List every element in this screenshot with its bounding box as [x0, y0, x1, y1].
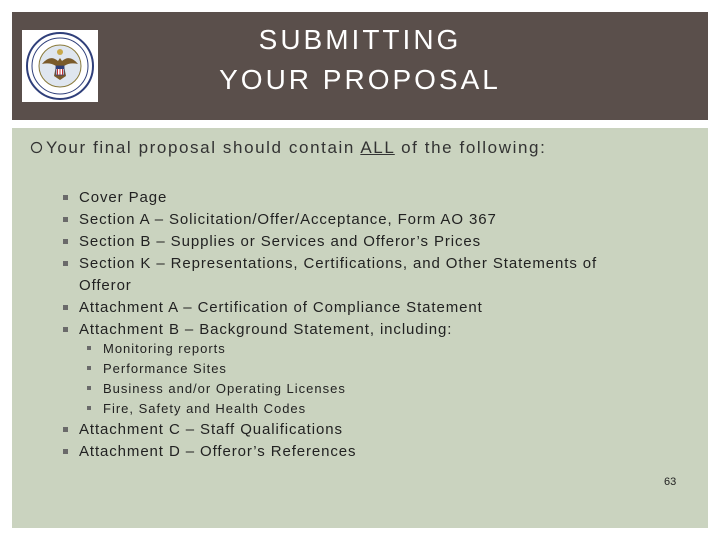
square-bullet-icon — [63, 217, 68, 222]
list-item: Attachment C – Staff Qualifications — [63, 419, 683, 441]
list-item: Monitoring reports — [87, 339, 487, 359]
list-item: Business and/or Operating Licenses — [87, 379, 487, 399]
background-sub-list — [87, 339, 487, 419]
lead-text: Your final proposal should contain ALL of the following: — [46, 138, 547, 157]
list-item: Fire, Safety and Health Codes — [87, 399, 487, 419]
square-bullet-icon — [63, 427, 68, 432]
square-bullet-icon — [63, 239, 68, 244]
list-item: Attachment D – Offeror’s References — [63, 441, 683, 463]
square-bullet-icon — [87, 346, 91, 350]
square-bullet-icon — [87, 386, 91, 390]
square-bullet-icon — [87, 406, 91, 410]
list-item: Section A – Solicitation/Offer/Acceptance, Form AO 367 — [63, 209, 683, 231]
title-line-1: SUBMITTING — [258, 24, 462, 55]
circle-bullet-icon — [30, 141, 43, 154]
square-bullet-icon — [63, 327, 68, 332]
square-bullet-icon — [63, 305, 68, 310]
list-item: Section B – Supplies or Services and Offeror’s Prices — [63, 231, 683, 253]
attachments-list — [63, 419, 683, 463]
square-bullet-icon — [63, 195, 68, 200]
list-item: Performance Sites — [87, 359, 487, 379]
slide-title — [120, 20, 600, 100]
list-item: Attachment A – Certification of Compliance Statement — [63, 297, 683, 319]
square-bullet-icon — [63, 261, 68, 266]
square-bullet-icon — [63, 449, 68, 454]
title-line-2: YOUR PROPOSAL — [219, 64, 501, 95]
list-item: Attachment B – Background Statement, including: — [63, 319, 683, 341]
required-items-list — [63, 187, 683, 341]
page-number: 63 — [664, 476, 677, 488]
list-item: Cover Page — [63, 187, 683, 209]
square-bullet-icon — [87, 366, 91, 370]
emphasis-all: ALL — [360, 138, 395, 157]
list-item: Section K – Representations, Certifications, and Other Statements of Offeror — [63, 253, 683, 297]
us-courts-seal-icon — [22, 30, 98, 102]
